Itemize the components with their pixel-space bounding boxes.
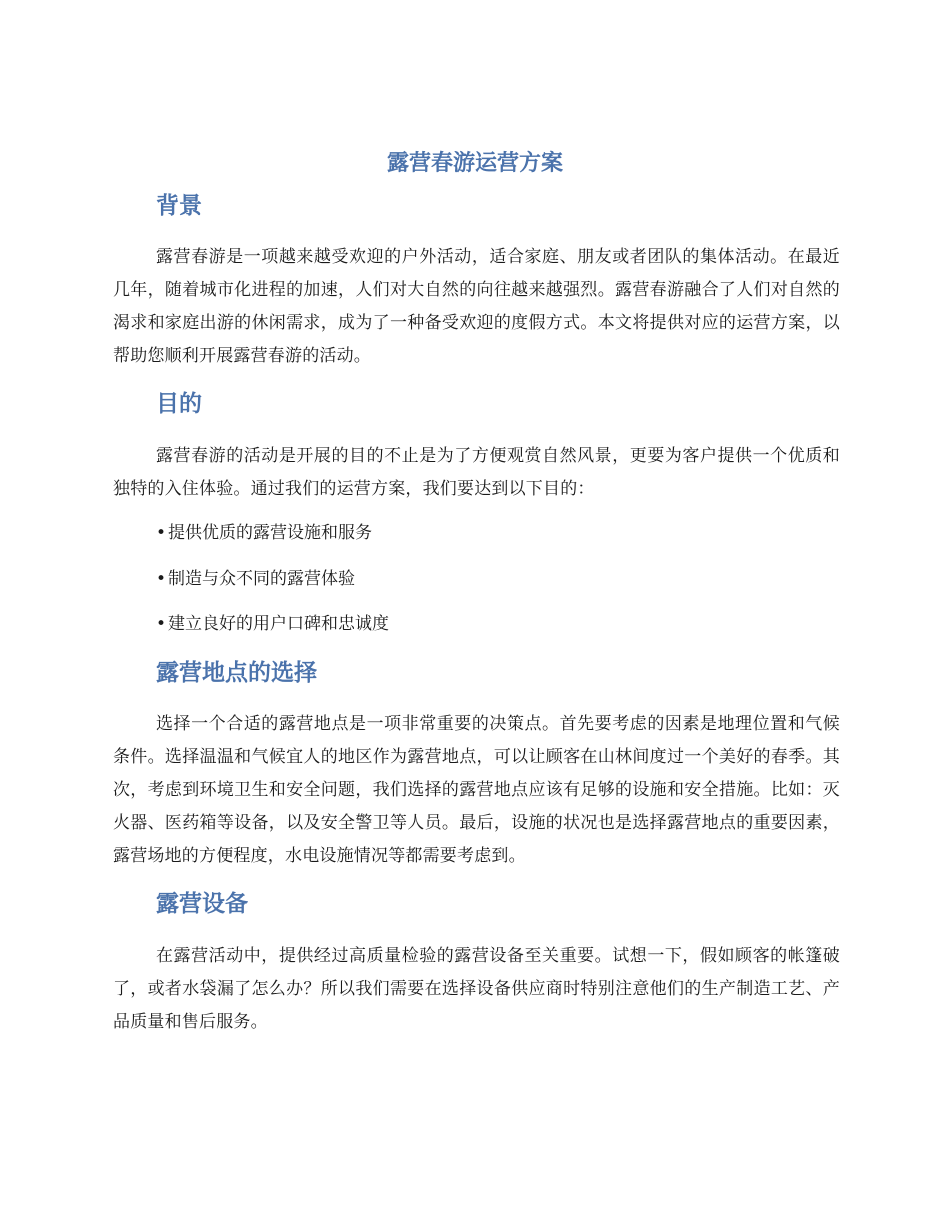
list-item-text: 制造与众不同的露营体验: [168, 569, 355, 589]
equipment-paragraph: 在露营活动中，提供经过高质量检验的露营设备至关重要。试想一下，假如顾客的帐篷破了，或者水袋漏了怎么办？所以我们需要在选择设备供应商时特别注意他们的生产制造工艺、产品质量和售后服务。: [113, 946, 840, 1032]
section-heading-background: 背景: [156, 193, 202, 219]
bullet-marker: •: [156, 523, 167, 543]
purpose-paragraph: 露营春游的活动是开展的目的不止是为了方便观赏自然风景，更要为客户提供一个优质和独特的入住体验。通过我们的运营方案，我们要达到以下目的：: [113, 446, 840, 499]
document-title: 露营春游运营方案: [386, 151, 563, 176]
bullet-marker: •: [156, 569, 167, 589]
list-item-text: 提供优质的露营设施和服务: [168, 523, 372, 543]
list-item: [156, 564, 355, 594]
list-item: [156, 609, 389, 639]
section-heading-equipment: 露营设备: [156, 891, 248, 917]
bullet-marker: •: [156, 614, 167, 634]
section-heading-purpose: 目的: [156, 391, 202, 417]
background-paragraph: 露营春游是一项越来越受欢迎的户外活动，适合家庭、朋友或者团队的集体活动。在最近几年，随着城市化进程的加速，人们对大自然的向往越来越强烈。露营春游融合了人们对自然的渴求和家庭出游的休闲需求，成为了一种备受欢迎的度假方式。本文将提供对应的运营方案，以帮助您顺利开展露营春游的活动。: [113, 247, 840, 366]
section-heading-site-selection: 露营地点的选择: [156, 660, 317, 686]
list-item: [156, 518, 372, 548]
list-item-text: 建立良好的用户口碑和忠诚度: [168, 614, 389, 634]
site-selection-paragraph: 选择一个合适的露营地点是一项非常重要的决策点。首先要考虑的因素是地理位置和气候条件。选择温温和气候宜人的地区作为露营地点，可以让顾客在山林间度过一个美好的春季。其次，考虑到环境卫生和安全问题，我们选择的露营地点应该有足够的设施和安全措施。比如：灭火器、医药箱等设备，以及安全警卫等人员。最后，设施的状况也是选择露营地点的重要因素，露营场地的方便程度，水电设施情况等都需要考虑到。: [113, 714, 840, 866]
